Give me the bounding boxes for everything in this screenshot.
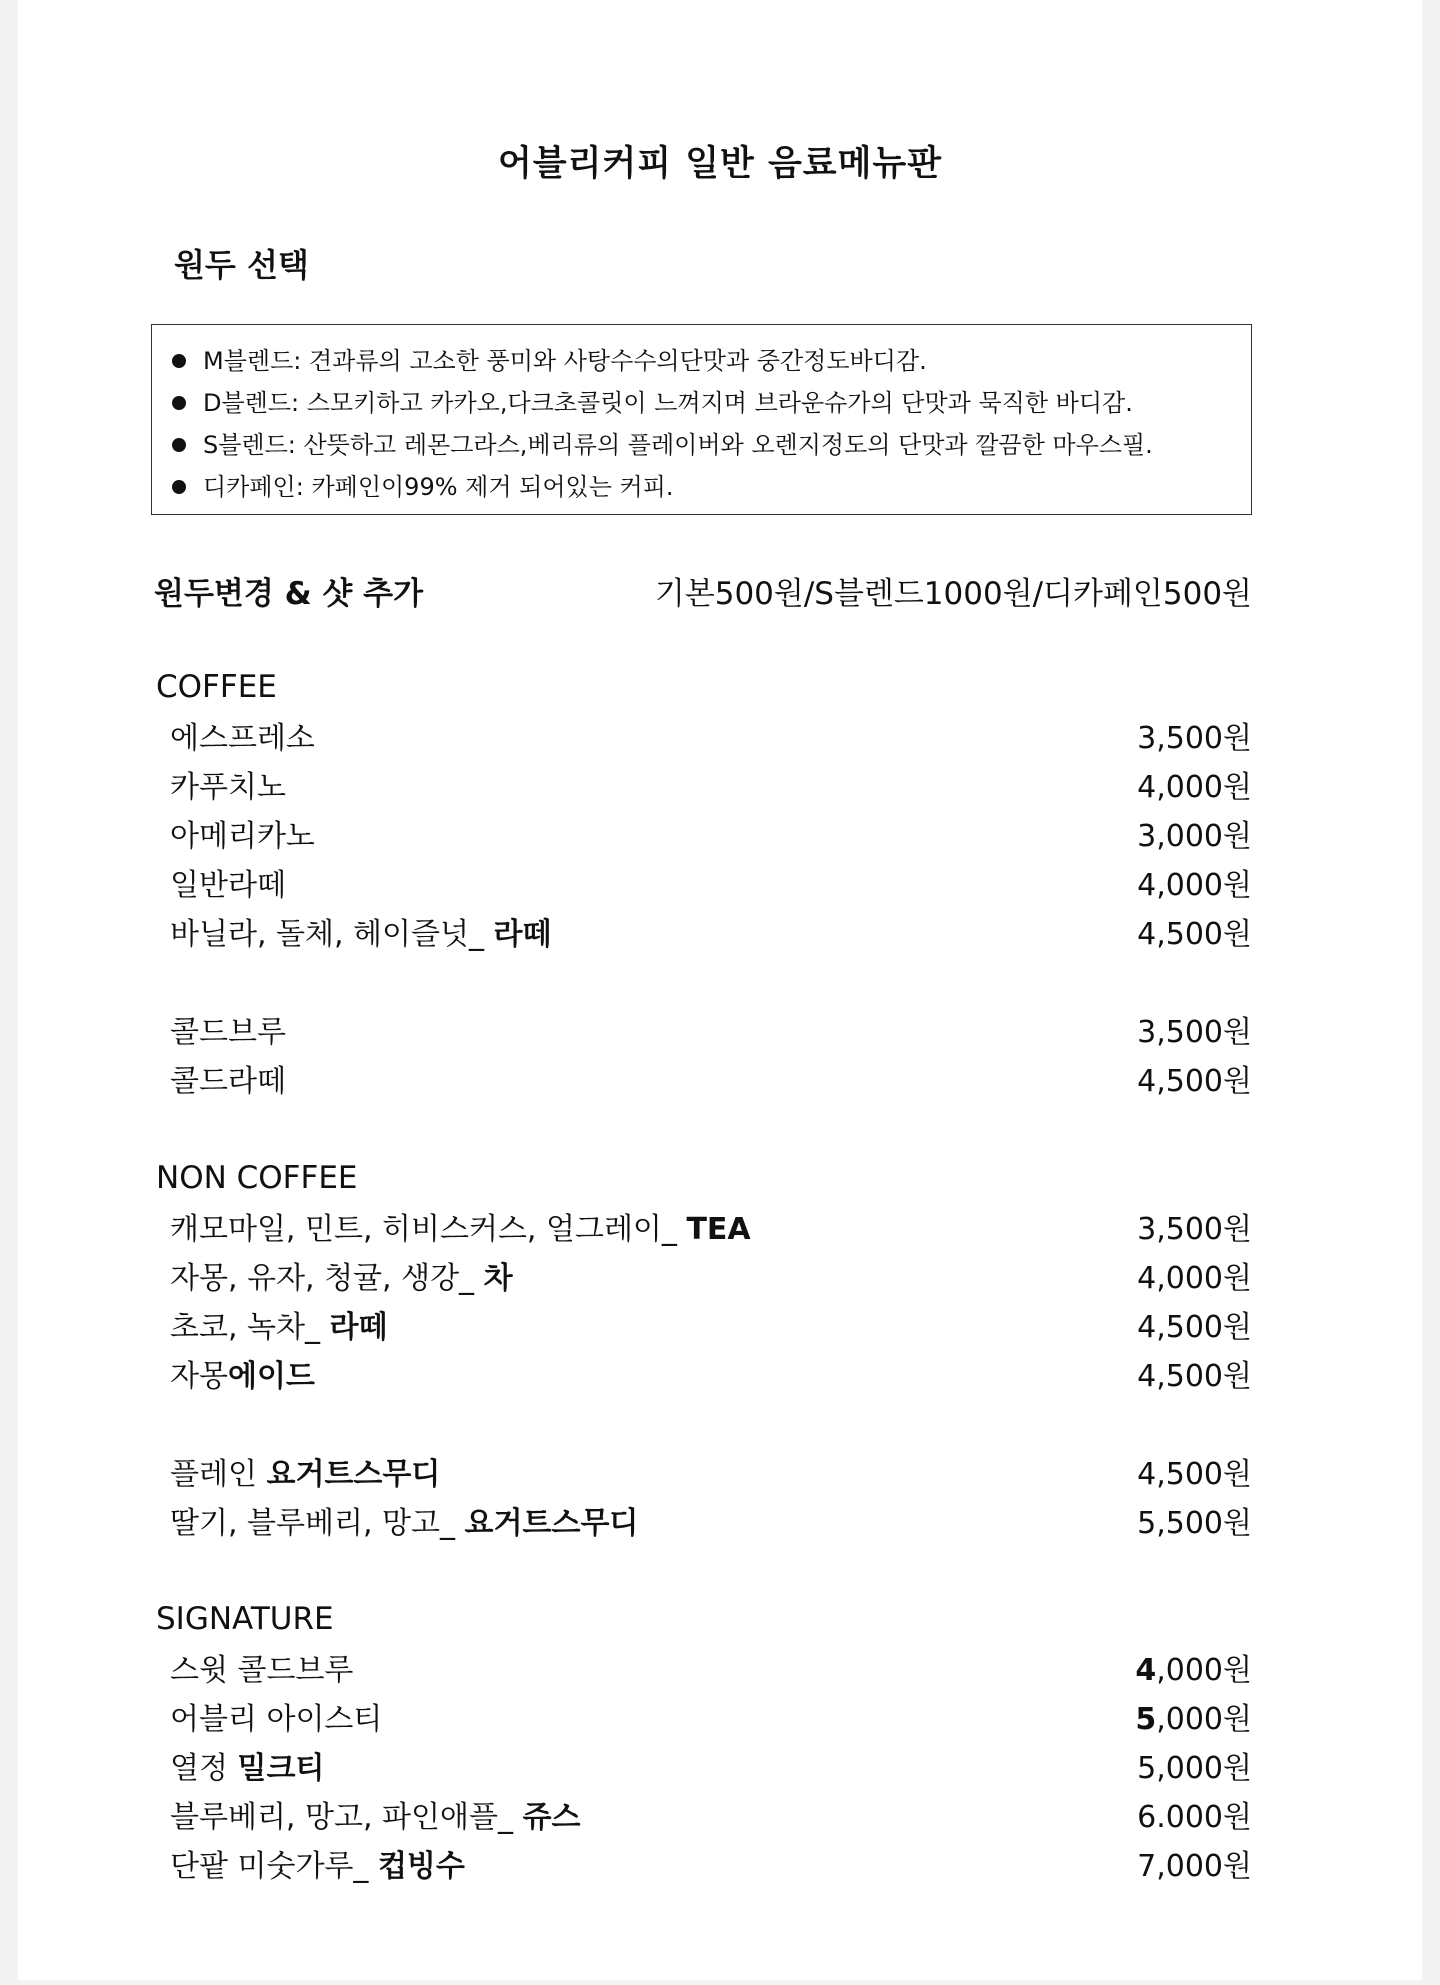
menu-item: [170, 1791, 1252, 1837]
bullet-icon: [172, 354, 186, 368]
item-name: 일반라떼: [170, 868, 286, 903]
menu-page: [18, 0, 1422, 1980]
bean-note-text: M블렌드: 견과류의 고소한 풍미와 사탕수수의단맛과 중간정도바디감.: [203, 347, 927, 375]
bean-note-text: S블렌드: 산뜻하고 레몬그라스,베리류의 플레이버와 오렌지정도의 단맛과 깔끔한 마우스필.: [203, 431, 1153, 459]
section-non-coffee: NON COFFEE: [156, 1160, 358, 1196]
item-price: 4,500원: [1137, 1310, 1252, 1345]
item-name: 초코, 녹차_: [170, 1310, 330, 1345]
item-price: 4,500원: [1137, 917, 1252, 952]
bean-note: [172, 340, 1251, 382]
bullet-icon: [172, 438, 186, 452]
item-name: 에스프레소: [170, 721, 315, 756]
item-name: 바닐라, 돌체, 헤이즐넛_: [170, 917, 494, 952]
item-price: ,000원: [1156, 1702, 1252, 1737]
item-price: 4,500원: [1137, 1359, 1252, 1394]
item-name: 열정: [170, 1751, 238, 1786]
bullet-icon: [172, 480, 186, 494]
item-price: 6.000원: [1137, 1800, 1252, 1835]
item-name: 카푸치노: [170, 770, 286, 805]
extra-charge-label: 원두변경 & 샷 추가: [154, 575, 424, 612]
menu-item: [170, 1644, 1252, 1690]
item-name-bold: 요거트스무디: [266, 1457, 441, 1492]
menu-item: [170, 1203, 1252, 1249]
page-title: 어블리커피 일반 음료메뉴판: [497, 144, 943, 184]
menu-item: [170, 908, 1252, 954]
item-name: 스윗 콜드브루: [170, 1653, 354, 1688]
item-price: 4,000원: [1137, 868, 1252, 903]
menu-item: [170, 712, 1252, 758]
bean-note: [172, 466, 1251, 508]
item-price: 4,500원: [1137, 1064, 1252, 1099]
item-name: 콜드브루: [170, 1015, 286, 1050]
menu-item: [170, 1742, 1252, 1788]
item-price-bold: 5: [1135, 1702, 1157, 1737]
section-signature: SIGNATURE: [156, 1601, 334, 1637]
item-price: 5,000원: [1137, 1751, 1252, 1786]
menu-item: [170, 1840, 1252, 1886]
item-price-bold: 4: [1135, 1653, 1157, 1688]
bean-note: [172, 424, 1251, 466]
item-name: 콜드라떼: [170, 1064, 286, 1099]
menu-item: [170, 1350, 1252, 1396]
item-price: 4,000원: [1137, 770, 1252, 805]
item-name-bold: 밀크티: [237, 1751, 325, 1786]
bean-notes-box: [151, 324, 1252, 515]
item-price: 3,000원: [1137, 819, 1252, 854]
bean-note-text: 디카페인: 카페인이99% 제거 되어있는 커피.: [203, 473, 674, 501]
menu-item: [170, 1006, 1252, 1052]
item-name: 어블리 아이스티: [170, 1702, 383, 1737]
extra-charge-value: 기본500원/S블렌드1000원/디카페인500원: [654, 575, 1252, 612]
bean-note-text: D블렌드: 스모키하고 카카오,다크초콜릿이 느껴지며 브라운슈가의 단맛과 묵직한 바디감.: [203, 389, 1133, 417]
menu-item: [170, 1693, 1252, 1739]
item-name-bold: 쥬스: [522, 1800, 581, 1835]
item-price: 3,500원: [1137, 721, 1252, 756]
bullet-icon: [172, 396, 186, 410]
item-name: 자몽, 유자, 청귤, 생강_: [170, 1261, 484, 1296]
item-name: 자몽: [170, 1359, 228, 1394]
menu-item: [170, 810, 1252, 856]
bean-note: [172, 382, 1251, 424]
item-name-bold: 라떼: [329, 1310, 388, 1345]
item-price: 7,000원: [1137, 1849, 1252, 1884]
item-price: 3,500원: [1137, 1212, 1252, 1247]
item-price: 4,500원: [1137, 1457, 1252, 1492]
item-name-bold: 컵빙수: [377, 1849, 465, 1884]
menu-item: [170, 1301, 1252, 1347]
menu-item: [170, 1055, 1252, 1101]
item-name-bold: 차: [483, 1261, 513, 1296]
item-name: 아메리카노: [170, 819, 315, 854]
item-price: ,000원: [1156, 1653, 1252, 1688]
item-name: 블루베리, 망고, 파인애플_: [170, 1800, 523, 1835]
item-name-bold: 라떼: [493, 917, 552, 952]
item-price: 5,500원: [1137, 1506, 1252, 1541]
item-price: 4,000원: [1137, 1261, 1252, 1296]
extra-charge-row: [154, 568, 1252, 612]
section-coffee: COFFEE: [156, 669, 277, 705]
menu-item: [170, 859, 1252, 905]
item-name-bold: 에이드: [227, 1359, 315, 1394]
item-name-bold: 요거트스무디: [464, 1506, 639, 1541]
menu-item: [170, 1252, 1252, 1298]
item-name-bold: TEA: [686, 1212, 751, 1247]
item-name: 단팥 미숫가루_: [170, 1849, 378, 1884]
menu-item: [170, 761, 1252, 807]
menu-item: [170, 1497, 1252, 1543]
item-name: 캐모마일, 민트, 히비스커스, 얼그레이_: [170, 1212, 687, 1247]
menu-item: [170, 1448, 1252, 1494]
item-name: 플레인: [170, 1457, 267, 1492]
item-name: 딸기, 블루베리, 망고_: [170, 1506, 465, 1541]
bean-select-heading: 원두 선택: [174, 246, 309, 284]
item-price: 3,500원: [1137, 1015, 1252, 1050]
